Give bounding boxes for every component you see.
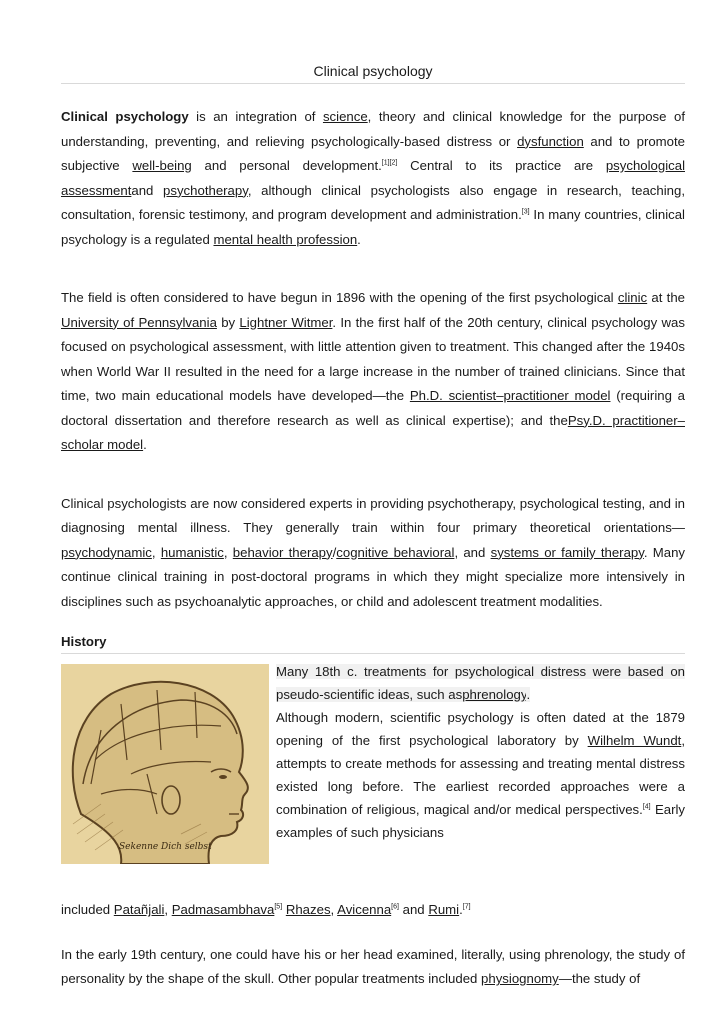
citation-2[interactable]: [2] xyxy=(389,159,398,167)
link-phd-model[interactable]: Ph.D. scientist–practitioner model xyxy=(409,388,611,403)
citation-5[interactable]: [5] xyxy=(274,903,283,911)
citation-3[interactable]: [3] xyxy=(521,208,530,216)
link-cognitive-behavioral[interactable]: cognitive behavioral xyxy=(336,544,455,560)
link-patanjali[interactable]: Patañjali xyxy=(113,902,165,917)
citation-1[interactable]: [1] xyxy=(381,159,390,167)
link-dysfunction[interactable]: dysfunction xyxy=(517,133,584,149)
link-lightner-witmer[interactable]: Lightner Witmer xyxy=(239,314,333,330)
image-caption: Sekenne Dich selbst xyxy=(119,842,212,852)
citation-4[interactable]: [4] xyxy=(642,803,651,811)
link-psyd-model[interactable]: Psy.D. practitioner–scholar model xyxy=(61,412,685,452)
term-clinical-psychology: Clinical psychology xyxy=(61,109,189,124)
document-page xyxy=(61,0,685,992)
link-padmasambhava[interactable]: Padmasambhava xyxy=(171,902,275,917)
phrenology-paragraph: In the early 19th century, one could have his or her head examined, literally, using phrenology, the study of personality by the shape of the skull. Other popular treatments included physiognomy—the study of xyxy=(61,946,685,986)
link-rumi[interactable]: Rumi xyxy=(428,902,460,917)
physicians-paragraph: included Patañjali, Padmasambhava[5] Rhazes, Avicenna[6] and Rumi.[7] xyxy=(61,902,471,917)
page-title: Clinical psychology xyxy=(61,63,685,84)
phrenology-illustration xyxy=(61,664,269,864)
link-rhazes[interactable]: Rhazes xyxy=(285,902,331,917)
link-physiognomy[interactable]: physiognomy xyxy=(481,971,559,986)
intro-paragraph: Clinical psychology is an integration of science, theory and clinical knowledge for the purpose of understanding, preventing, and relieving psychologically-based distress or dysfunction and to promote subjective well-being and personal development.[1][2] Central to its practice are psychological assessmentand psychotherapy, although clinical psychologists also engage in research, teaching, consultation, forensic testimony, and program development and administration.[3] In many countries, clinical psychology is a regulated mental health profession. xyxy=(61,109,685,247)
history-heading: History xyxy=(61,634,685,654)
citation-6[interactable]: [6] xyxy=(391,903,399,911)
link-humanistic[interactable]: humanistic xyxy=(160,544,224,560)
link-wilhelm-wundt[interactable]: Wilhelm Wundt xyxy=(587,733,682,748)
link-mental-health-profession[interactable]: mental health profession xyxy=(213,231,358,247)
link-psychotherapy[interactable]: psychotherapy xyxy=(163,182,248,198)
link-science[interactable]: science xyxy=(322,109,368,124)
link-psychological-assessment[interactable]: psychological assessment xyxy=(61,158,685,198)
citation-7[interactable]: [7] xyxy=(462,903,471,911)
link-phrenology[interactable]: phrenology xyxy=(462,687,527,702)
link-systems-family-therapy[interactable]: systems or family therapy xyxy=(490,544,644,560)
link-psychodynamic[interactable]: psychodynamic xyxy=(61,544,152,560)
history-section xyxy=(61,660,685,866)
link-well-being[interactable]: well-being xyxy=(132,158,192,173)
link-avicenna[interactable]: Avicenna xyxy=(337,902,392,917)
history-text: Many 18th c. treatments for psychological distress were based on pseudo-scientific ideas, such asphrenology. Although modern, scientific psychology is often dated at the 1879 opening of the first psychological laboratory by Wilhelm Wundt, attempts to create methods for assessing and treating mental distress existed long before. The earliest recorded approaches were a combination of religious, magical and/or medical perspectives.[4] Early examples of such physicians xyxy=(276,664,685,840)
origins-paragraph: The field is often considered to have begun in 1896 with the opening of the first psychological clinic at the University of Pennsylvania by Lightner Witmer. In the first half of the 20th century, clinical psychology was focused on psychological assessment, with little attention given to treatment. This changed after the 1940s when World War II resulted in the need for a large increase in the number of trained clinicians. Since that time, two main educational models have developed—the Ph.D. scientist–practitioner model (requiring a doctoral dissertation and therefore research as well as clinical expertise); and thePsy.D. practitioner–scholar model. xyxy=(61,290,686,452)
orientations-paragraph: Clinical psychologists are now considered experts in providing psychotherapy, psychological testing, and in diagnosing mental illness. They generally train within four primary theoretical orientations—psychodynamic, humanistic, behavior therapy/cognitive behavioral, and systems or family therapy. Many continue clinical training in post-doctoral programs in which they might specialize more intensively in disciplines such as psychoanalytic approaches, or child and adolescent treatment modalities. xyxy=(61,495,686,609)
link-university-of-pennsylvania[interactable]: University of Pennsylvania xyxy=(61,314,217,330)
link-behavior-therapy[interactable]: behavior therapy xyxy=(232,544,333,560)
link-clinic[interactable]: clinic xyxy=(617,290,648,305)
phrenology-head-image xyxy=(61,664,269,864)
